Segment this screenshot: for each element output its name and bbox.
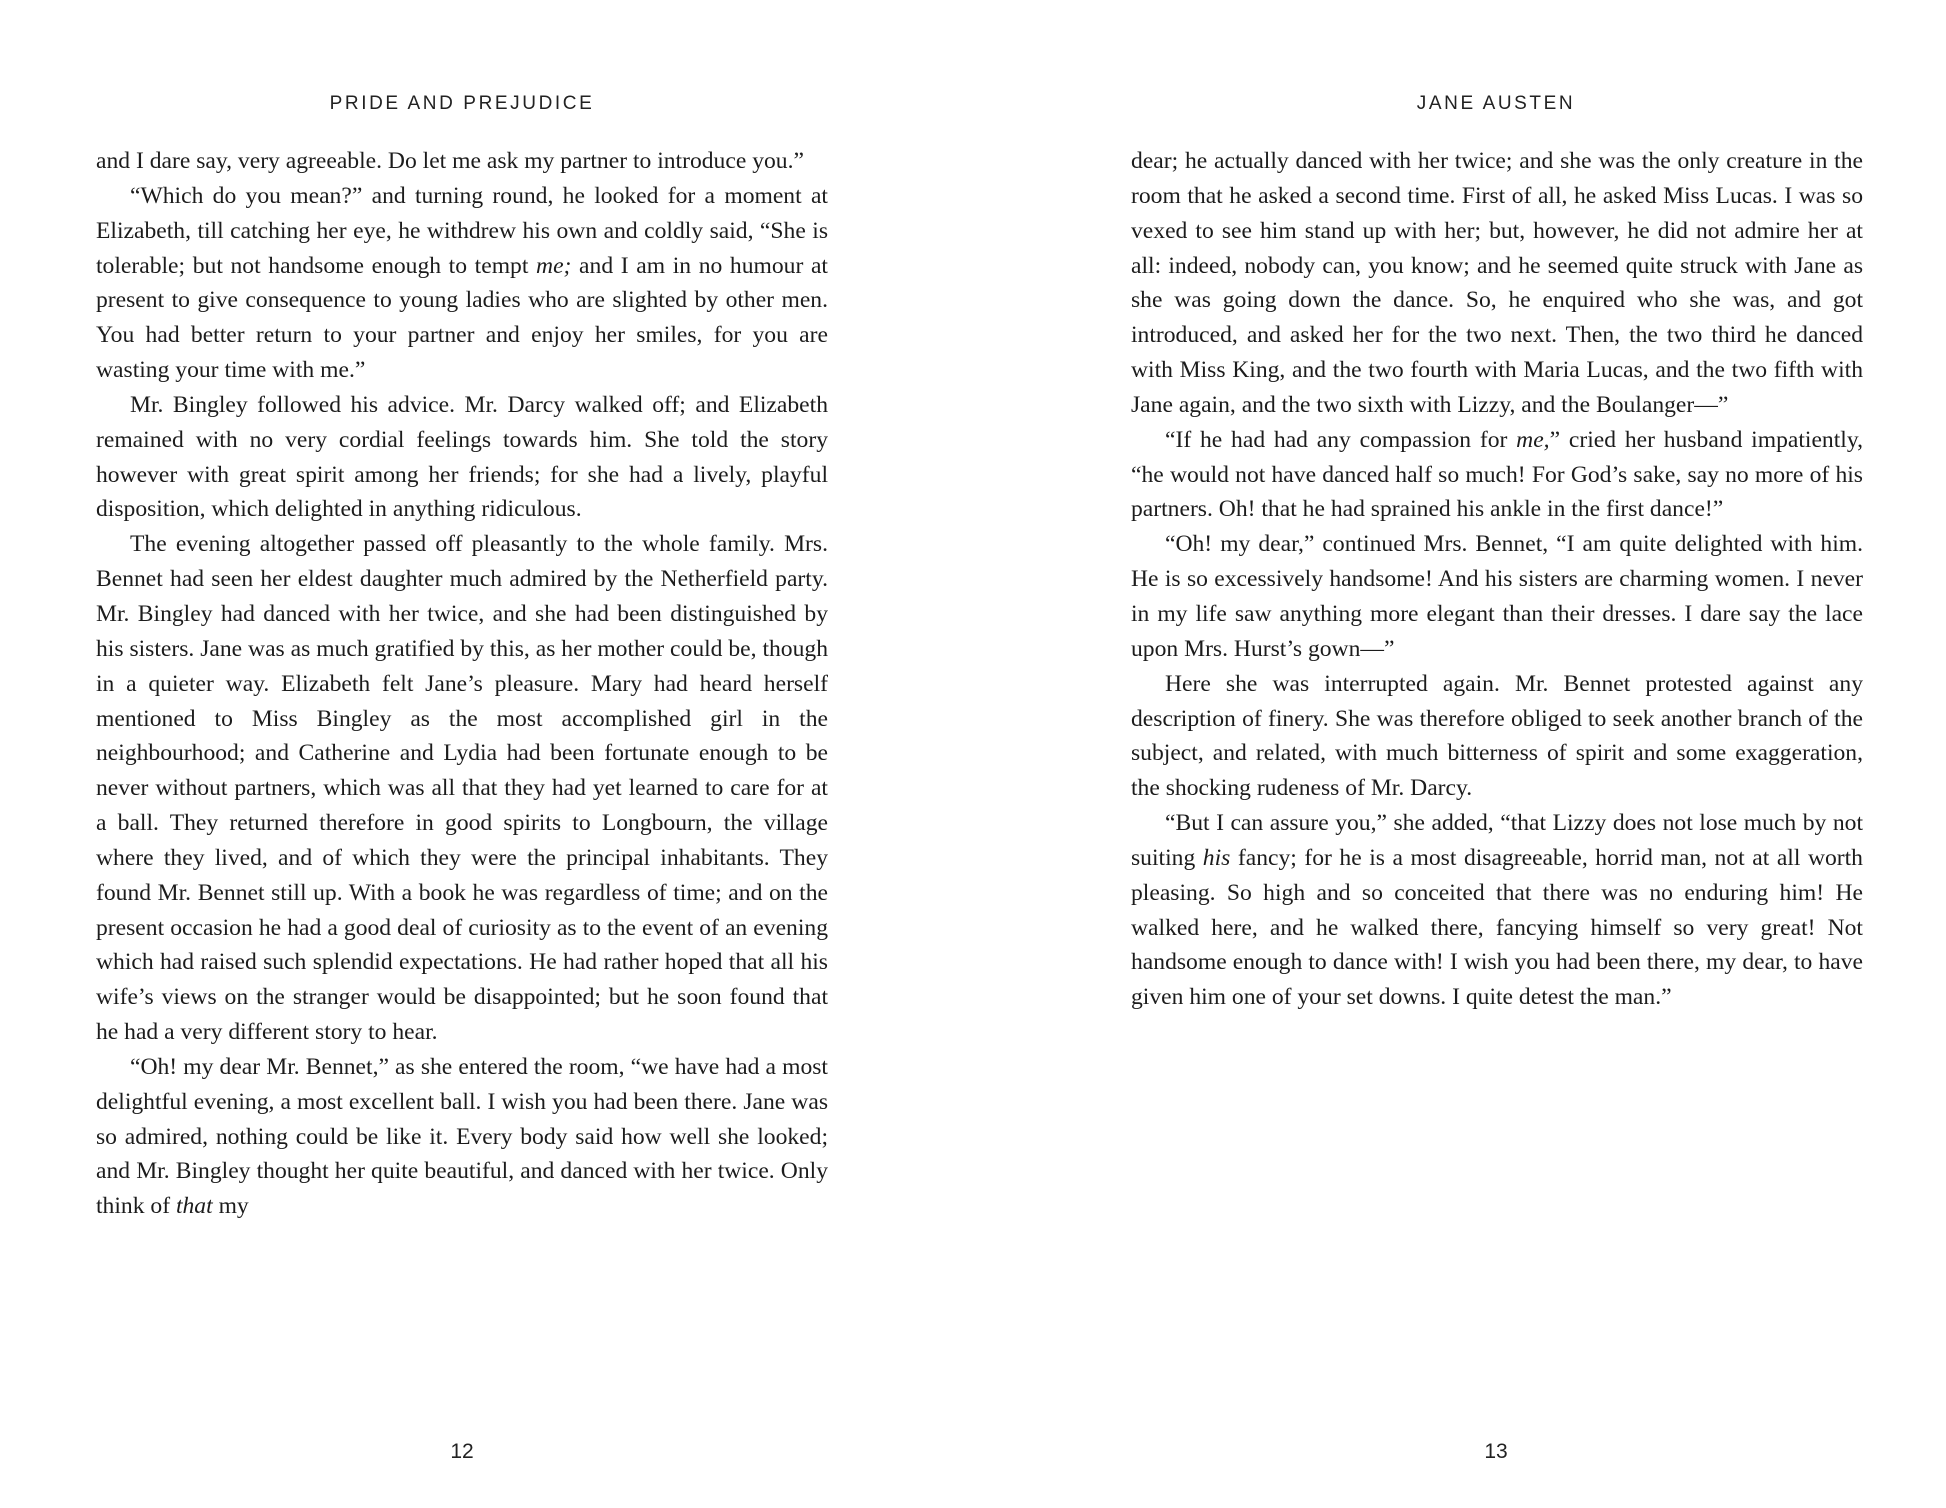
text-run: dear; he actually danced with her twice; and she was the only creature in the room that he asked a second time. First of all, he asked Miss Lucas. I was so vexed to see him stand up with her; but, however, he did not admire her at all: indeed, nobody can, you know; and he seemed quite struck with Jane as she was going down the dance. So, he enquired who she was, and got introduced, and asked her for the two next. Then, the two third he danced with Miss King, and the two fourth with Maria Lucas, and the two fifth with Jane again, and the two sixth with Lizzy, and the Boulanger—” — [1131, 148, 1863, 418]
running-head-author: JANE AUSTEN — [1416, 93, 1576, 114]
text-run: “Which do you mean?” and turning round, he looked for a moment at Elizabeth, till catching her eye, he withdrew his own and coldly said, “She is tolerable; but not handsome enough to tempt — [96, 182, 828, 279]
text-run: ” cried her husband impatiently, “he would not have danced half so much! For God’s sake, say no more of his partners. Oh! that he had sprained his ankle in the first dance!” — [1131, 426, 1864, 523]
paragraph — [96, 144, 828, 179]
text-run: Mr. Bingley followed his advice. Mr. Darcy walked off; and Elizabeth remained with no very cordial feelings towards him. She told the story however with great spirit among her friends; for she had a lively, playful disposition, which delighted in anything ridiculous. — [96, 391, 828, 523]
page-number-right: 13 — [1484, 1440, 1508, 1463]
italic-emphasis: me; — [536, 252, 572, 279]
text-run: fancy; for he is a most disagreeable, horrid man, not at all worth pleasing. So high and so conceited that there was no enduring him! He walked here, and he walked there, fancying himself so very great! Not handsome enough to dance with! I wish you had been there, my dear, to have given him one of your set downs. I quite detest the man.” — [1131, 844, 1863, 1011]
paragraph — [1131, 806, 1863, 1015]
italic-emphasis: that — [175, 1193, 213, 1220]
paragraph — [96, 1050, 828, 1224]
text-run: my — [212, 1193, 249, 1220]
text-run: “But I can assure you,” she added, “that Lizzy does not lose much by not suiting — [1131, 810, 1863, 871]
paragraph — [96, 388, 828, 527]
paragraph — [1131, 423, 1863, 528]
text-run: “Oh! my dear,” continued Mrs. Bennet, “I am quite delighted with him. He is so excessively handsome! And his sisters are charming women. I never in my life saw anything more elegant than their dresses. I dare say the lace upon Mrs. Hurst’s gown—” — [1131, 531, 1863, 662]
text-run: and I am in no humour at present to give consequence to young ladies who are slighted by other men. You had better return to your partner and enjoy her smiles, for you are wasting your time with me.” — [96, 252, 828, 384]
right-page — [973, 0, 1946, 1508]
text-run: and I dare say, very agreeable. Do let me ask my partner to introduce you.” — [96, 148, 804, 174]
text-run: The evening altogether passed off pleasantly to the whole family. Mrs. Bennet had seen her eldest daughter much admired by the Netherfield party. Mr. Bingley had danced with her twice, and she had been distinguished by his sisters. Jane was as much gratified by this, as her mother could be, though in a quieter way. Elizabeth felt Jane’s pleasure. Mary had heard herself mentioned to Miss Bingley as the most accomplished girl in the neighbourhood; and Catherine and Lydia had been fortunate enough to be never without partners, which was all that they had yet learned to care for at a ball. They returned therefore in good spirits to Longbourn, the village where they lived, and of which they were the principal inhabitants. They found Mr. Bennet still up. With a book he was regardless of time; and on the present occasion he had a good deal of curiosity as to the event of an evening which had raised such splendid expectations. He had rather hoped that all his wife’s views on the stranger would be disappointed; but he soon found that he had a very different story to hear. — [96, 531, 828, 1046]
text-run: “If he had had any compassion for — [1165, 426, 1517, 453]
text-run: “Oh! my dear Mr. Bennet,” as she entered the room, “we have had a most delightful evening, a most excellent ball. I wish you had been there. Jane was so admired, nothing could be like it. Every body said how well she looked; and Mr. Bingley thought her quite beautiful, and danced with her twice. Only think of — [96, 1053, 828, 1220]
body-text-right — [1131, 144, 1863, 1015]
body-text-left — [96, 144, 828, 1224]
italic-emphasis: his — [1202, 844, 1231, 871]
italic-emphasis: me, — [1516, 426, 1550, 453]
page-number-left: 12 — [450, 1440, 474, 1463]
paragraph — [96, 179, 828, 388]
paragraph — [1131, 527, 1863, 666]
running-head-book-title: PRIDE AND PREJUDICE — [329, 93, 595, 114]
paragraph — [1131, 667, 1863, 806]
text-run: Here she was interrupted again. Mr. Bennet protested against any description of finery. She was therefore obliged to seek another branch of the subject, and related, with much bitterness of spirit and some exaggeration, the shocking rudeness of Mr. Darcy. — [1131, 670, 1863, 802]
paragraph — [96, 527, 828, 1050]
paragraph — [1131, 144, 1863, 423]
